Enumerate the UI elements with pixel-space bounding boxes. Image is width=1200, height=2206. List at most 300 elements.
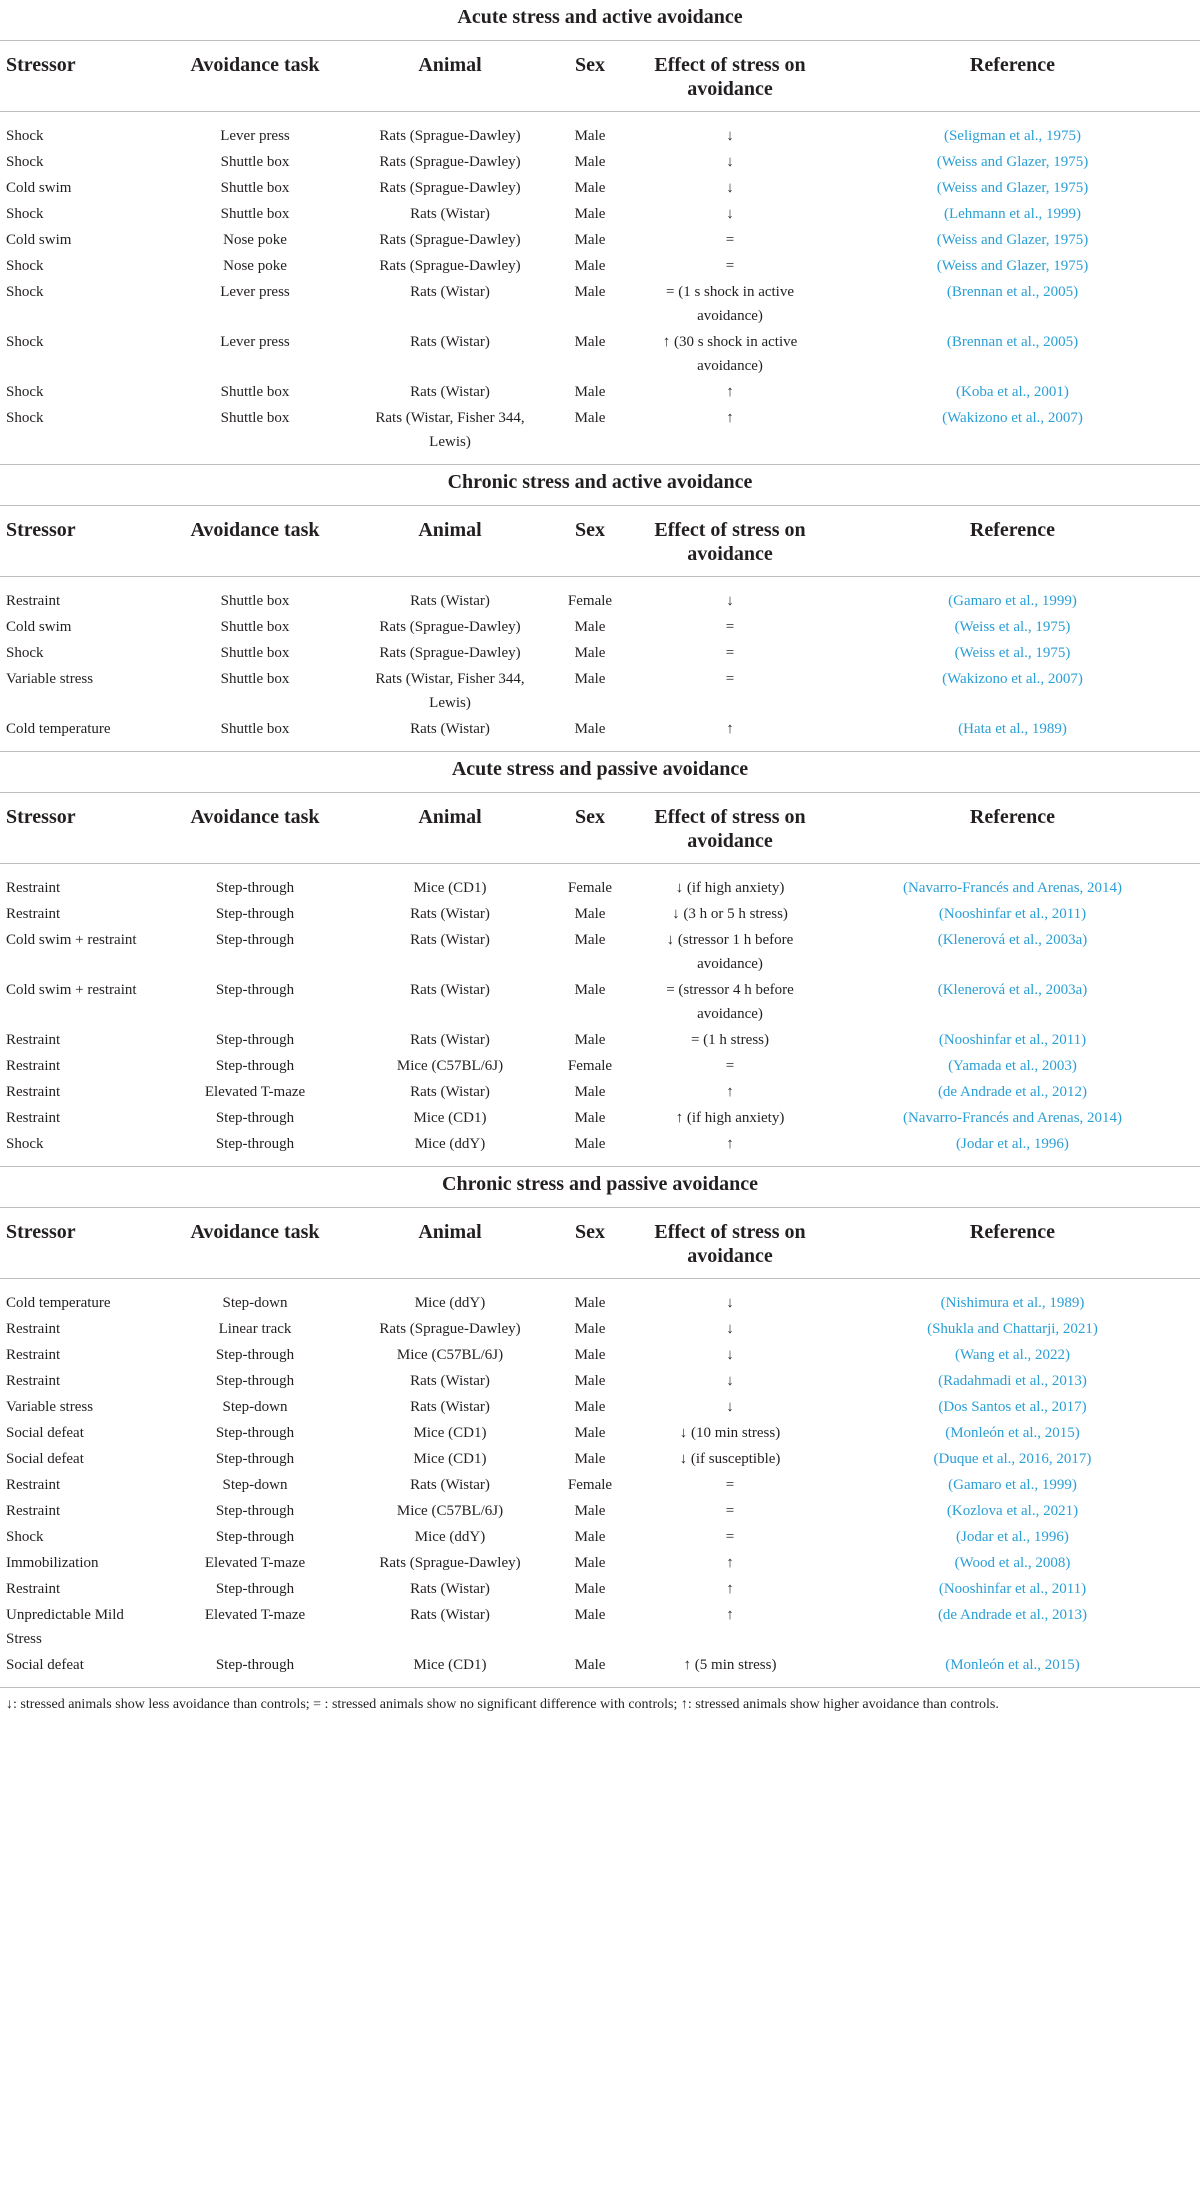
cell-sex: Male [574,232,606,248]
cell-reference[interactable] [825,1027,1200,1053]
cell-animal: Rats (Wistar) [410,1373,490,1389]
table-row [0,279,1200,329]
cell-effect: ↓ [726,1295,734,1311]
cell-stressor: Social defeat [6,1425,84,1441]
cell-reference[interactable] [825,1316,1200,1342]
column-header-animal: Animal [355,1208,545,1279]
cell-sex: Male [574,1451,606,1467]
column-header-effect: Effect of stress on avoidance [635,793,825,864]
reference-link[interactable]: (Wakizono et al., 2007) [942,410,1083,426]
section-table [0,41,1200,465]
cell-reference[interactable] [825,1420,1200,1446]
cell-reference[interactable] [825,1472,1200,1498]
reference-link[interactable]: (Wang et al., 2022) [954,1347,1070,1363]
cell-avoidance-task: Nose poke [223,258,287,274]
cell-reference[interactable] [825,1053,1200,1079]
section-title: Chronic stress and passive avoidance [0,1167,1200,1208]
cell-effect: ↓ [726,180,734,196]
cell-stressor: Cold swim [6,232,72,248]
table-row [0,1576,1200,1602]
cell-stressor: Shock [6,1529,44,1545]
cell-reference[interactable] [825,405,1200,465]
cell-effect: ↓ (stressor 1 h before avoidance) [666,932,794,972]
cell-reference[interactable] [825,1652,1200,1688]
cell-effect: = [725,232,735,248]
cell-animal: Rats (Wistar) [410,1399,490,1415]
cell-avoidance-task: Shuttle box [220,619,290,635]
cell-stressor: Cold temperature [0,716,155,752]
cell-stressor: Shock [0,405,155,465]
cell-effect: ↓ [726,128,734,144]
column-header-avoidance-task: Avoidance task [155,506,355,577]
cell-reference[interactable] [825,227,1200,253]
reference-link[interactable]: (Nishimura et al., 1989) [940,1295,1085,1311]
cell-stressor: Social defeat [6,1451,84,1467]
cell-reference[interactable] [825,1524,1200,1550]
table-row [0,640,1200,666]
cell-effect: ↑ [635,405,825,465]
column-header-animal: Animal [355,506,545,577]
column-header-animal: Animal [355,41,545,112]
cell-effect: ↓ [726,1373,734,1389]
cell-reference[interactable] [825,1550,1200,1576]
table-row [0,405,1200,465]
cell-stressor: Restraint [6,1373,61,1389]
table-row [0,149,1200,175]
cell-effect: ↑ [726,1084,734,1100]
reference-link[interactable]: (Jodar et al., 1996) [956,1136,1069,1152]
cell-effect: = [725,1503,735,1519]
cell-avoidance-task: Shuttle box [220,154,290,170]
reference-link[interactable]: (Weiss and Glazer, 1975) [936,180,1089,196]
reference-link[interactable]: (Wakizono et al., 2007) [942,671,1083,687]
cell-sex: Male [574,206,606,222]
cell-avoidance-task: Shuttle box [220,180,290,196]
reference-link[interactable]: (Monleón et al., 2015) [945,1425,1080,1441]
reference-link[interactable]: (Brennan et al., 2005) [946,284,1079,300]
cell-sex: Male [545,716,635,752]
section-title: Acute stress and active avoidance [0,0,1200,41]
cell-effect: ↑ [726,1607,734,1623]
cell-avoidance-task: Shuttle box [220,206,290,222]
cell-avoidance-task: Shuttle box [155,405,355,465]
table-row [0,1053,1200,1079]
reference-link[interactable]: (Nooshinfar et al., 2011) [938,1032,1087,1048]
section-table [0,506,1200,752]
cell-animal: Rats (Sprague-Dawley) [379,128,521,144]
cell-animal: Rats (Wistar) [410,284,490,300]
cell-animal: Rats (Wistar, Fisher 344, Lewis) [375,671,525,711]
cell-animal: Rats (Wistar) [355,716,545,752]
cell-reference[interactable] [825,253,1200,279]
table-row [0,1105,1200,1131]
cell-animal: Mice (CD1) [355,1652,545,1688]
column-header-effect: Effect of stress on avoidance [635,506,825,577]
cell-reference[interactable] [825,1576,1200,1602]
cell-sex: Male [574,284,606,300]
reference-link[interactable]: (Jodar et al., 1996) [956,1529,1069,1545]
cell-effect: ↓ (3 h or 5 h stress) [672,906,788,922]
table-row [0,614,1200,640]
cell-sex: Male [545,405,635,465]
cell-effect: ↓ [726,1347,734,1363]
reference-link[interactable]: (Brennan et al., 2005) [946,334,1079,350]
cell-stressor: Restraint [6,1347,61,1363]
table-row [0,1368,1200,1394]
cell-sex: Male [574,1321,606,1337]
cell-reference[interactable] [825,201,1200,227]
table-row [0,201,1200,227]
cell-avoidance-task: Shuttle box [220,671,290,687]
reference-link[interactable]: (Monleón et al., 2015) [945,1657,1080,1673]
cell-animal: Rats (Sprague-Dawley) [379,154,521,170]
reference-link[interactable]: (de Andrade et al., 2012) [937,1084,1088,1100]
cell-avoidance-task: Shuttle box [155,716,355,752]
cell-effect: = [725,1529,735,1545]
column-header-animal: Animal [355,793,545,864]
cell-sex: Male [574,1555,606,1571]
cell-reference[interactable] [825,279,1200,329]
cell-stressor: Cold swim + restraint [6,932,137,948]
cell-avoidance-task: Elevated T-maze [204,1607,306,1623]
reference-link[interactable]: (Navarro-Francés and Arenas, 2014) [902,880,1123,896]
cell-stressor: Restraint [6,906,61,922]
reference-link[interactable]: (Weiss and Glazer, 1975) [936,258,1089,274]
cell-sex: Male [574,384,606,400]
reference-link[interactable]: (Weiss et al., 1975) [954,619,1071,635]
reference-link[interactable]: (Duque et al., 2016, 2017) [933,1451,1092,1467]
cell-animal: Rats (Sprague-Dawley) [379,1555,521,1571]
cell-animal: Rats (Wistar) [410,982,490,998]
cell-avoidance-task: Step-through [215,1347,295,1363]
cell-effect: = [725,258,735,274]
cell-avoidance-task: Shuttle box [220,384,290,400]
cell-avoidance-task: Step-through [215,880,295,896]
cell-stressor: Social defeat [0,1652,155,1688]
reference-link[interactable]: (Hata et al., 1989) [958,721,1067,737]
cell-effect: ↑ [635,1131,825,1167]
cell-sex: Male [574,1607,606,1623]
reference-link[interactable]: (Klenerová et al., 2003a) [937,932,1088,948]
cell-reference[interactable] [825,927,1200,977]
table-row [0,716,1200,752]
table-row [0,1550,1200,1576]
table-row [0,329,1200,379]
cell-stressor: Restraint [6,1477,61,1493]
cell-stressor: Shock [6,154,44,170]
cell-effect: = [725,645,735,661]
cell-stressor: Restraint [6,1084,61,1100]
cell-avoidance-task: Step-down [222,1477,288,1493]
cell-reference[interactable] [825,1279,1200,1317]
cell-effect: = [725,671,735,687]
cell-sex: Female [567,880,613,896]
cell-reference[interactable] [825,1131,1200,1167]
cell-animal: Mice (CD1) [413,880,487,896]
cell-reference[interactable] [825,1342,1200,1368]
cell-stressor: Restraint [6,1581,61,1597]
reference-link[interactable]: (Kozlova et al., 2021) [946,1503,1079,1519]
cell-sex: Male [574,671,606,687]
column-header-reference: Reference [825,506,1200,577]
table-row [0,1472,1200,1498]
cell-avoidance-task: Shuttle box [220,593,290,609]
reference-link[interactable]: (Lehmann et al., 1999) [943,206,1082,222]
cell-sex: Male [545,1652,635,1688]
cell-animal: Rats (Wistar) [410,1607,490,1623]
column-header-avoidance-task: Avoidance task [155,41,355,112]
cell-animal: Mice (C57BL/6J) [396,1347,504,1363]
table-row [0,977,1200,1027]
cell-reference[interactable] [825,577,1200,615]
cell-stressor: Shock [6,128,44,144]
cell-avoidance-task: Nose poke [223,232,287,248]
column-header-sex: Sex [545,41,635,112]
table-row [0,253,1200,279]
cell-reference[interactable] [825,1602,1200,1652]
cell-stressor: Shock [6,384,44,400]
cell-animal: Rats (Sprague-Dawley) [379,1321,521,1337]
reference-link[interactable]: (Nooshinfar et al., 2011) [938,1581,1087,1597]
section-table [0,793,1200,1167]
cell-sex: Male [574,128,606,144]
cell-avoidance-task: Step-through [215,1425,295,1441]
cell-reference[interactable] [825,666,1200,716]
table-row [0,927,1200,977]
cell-effect: ↑ [726,1555,734,1571]
cell-reference[interactable] [825,329,1200,379]
cell-sex: Male [574,982,606,998]
cell-stressor: Shock [0,1131,155,1167]
cell-effect: ↑ (5 min stress) [635,1652,825,1688]
table-row [0,577,1200,615]
cell-animal: Mice (CD1) [413,1110,487,1126]
cell-effect: = (stressor 4 h before avoidance) [666,982,794,1022]
cell-effect: ↓ [726,593,734,609]
column-header-stressor: Stressor [0,41,155,112]
column-header-reference: Reference [825,1208,1200,1279]
cell-reference[interactable] [825,1446,1200,1472]
reference-link[interactable]: (Gamaro et al., 1999) [948,1477,1077,1493]
cell-avoidance-task: Shuttle box [220,645,290,661]
table-row [0,666,1200,716]
cell-sex: Male [545,1131,635,1167]
cell-effect: = (1 s shock in active avoidance) [665,284,794,324]
cell-stressor: Restraint [6,1321,61,1337]
cell-sex: Male [574,1110,606,1126]
cell-animal: Rats (Wistar) [410,932,490,948]
cell-animal: Rats (Wistar, Fisher 344, Lewis) [355,405,545,465]
table-row [0,1652,1200,1688]
cell-avoidance-task: Step-through [215,1503,295,1519]
table-row [0,901,1200,927]
cell-reference[interactable] [825,716,1200,752]
cell-stressor: Cold swim [6,180,72,196]
cell-reference[interactable] [825,1368,1200,1394]
cell-reference[interactable] [825,640,1200,666]
cell-reference[interactable] [825,614,1200,640]
column-header-stressor: Stressor [0,506,155,577]
cell-sex: Male [574,1399,606,1415]
cell-animal: Rats (Wistar) [410,906,490,922]
cell-sex: Male [574,1032,606,1048]
column-header-sex: Sex [545,1208,635,1279]
cell-stressor: Restraint [6,593,61,609]
column-header-reference: Reference [825,41,1200,112]
cell-animal: Rats (Sprague-Dawley) [379,232,521,248]
cell-sex: Male [574,1347,606,1363]
cell-avoidance-task: Step-through [215,1110,295,1126]
column-header-stressor: Stressor [0,793,155,864]
reference-link[interactable]: (Dos Santos et al., 2017) [938,1399,1087,1415]
cell-reference[interactable] [825,379,1200,405]
cell-animal: Rats (Wistar) [410,1477,490,1493]
cell-avoidance-task: Step-down [222,1399,288,1415]
cell-sex: Male [574,1373,606,1389]
cell-sex: Male [574,1503,606,1519]
reference-link[interactable]: (Seligman et al., 1975) [943,128,1082,144]
cell-effect: = [725,1477,735,1493]
cell-stressor: Cold swim [6,619,72,635]
cell-animal: Mice (C57BL/6J) [396,1058,504,1074]
cell-stressor: Restraint [6,1110,61,1126]
cell-reference[interactable] [825,112,1200,150]
table-row [0,112,1200,150]
cell-animal: Mice (C57BL/6J) [396,1503,504,1519]
cell-reference[interactable] [825,1079,1200,1105]
cell-avoidance-task: Step-through [155,1652,355,1688]
cell-reference[interactable] [825,1105,1200,1131]
cell-reference[interactable] [825,149,1200,175]
cell-avoidance-task: Step-through [215,1032,295,1048]
cell-stressor: Restraint [6,880,61,896]
cell-sex: Female [567,593,613,609]
cell-effect: ↓ [726,1321,734,1337]
cell-stressor: Immobilization [6,1555,99,1571]
cell-reference[interactable] [825,977,1200,1027]
section-title: Chronic stress and active avoidance [0,465,1200,506]
column-header-avoidance-task: Avoidance task [155,1208,355,1279]
cell-reference[interactable] [825,864,1200,902]
cell-effect: ↓ (if susceptible) [679,1451,781,1467]
cell-effect: ↑ (30 s shock in active avoidance) [662,334,798,374]
table-row [0,1602,1200,1652]
section-table [0,1208,1200,1688]
reference-link[interactable]: (Yamada et al., 2003) [948,1058,1077,1074]
cell-avoidance-task: Lever press [220,284,290,300]
cell-sex: Male [574,1425,606,1441]
cell-sex: Male [574,932,606,948]
header-row [0,506,1200,577]
cell-animal: Mice (ddY) [355,1131,545,1167]
column-header-effect: Effect of stress on avoidance [635,41,825,112]
section-title: Acute stress and passive avoidance [0,752,1200,793]
cell-sex: Male [574,154,606,170]
cell-reference[interactable] [825,175,1200,201]
cell-sex: Female [567,1058,613,1074]
table-footnote: ↓: stressed animals show less avoidance than controls; = : stressed animals show no significant difference with controls; ↑: stressed animals show higher avoidance than controls. [6,1697,999,1712]
cell-animal: Mice (ddY) [414,1529,486,1545]
cell-avoidance-task: Elevated T-maze [204,1555,306,1571]
cell-effect: = [725,619,735,635]
cell-animal: Mice (CD1) [413,1425,487,1441]
header-row [0,1208,1200,1279]
cell-animal: Rats (Wistar) [410,334,490,350]
cell-avoidance-task: Lever press [220,334,290,350]
cell-animal: Rats (Wistar) [410,206,490,222]
cell-animal: Rats (Sprague-Dawley) [379,619,521,635]
reference-link[interactable]: (de Andrade et al., 2013) [937,1607,1088,1623]
table-row [0,1446,1200,1472]
cell-sex: Male [574,334,606,350]
cell-stressor: Shock [6,645,44,661]
column-header-reference: Reference [825,793,1200,864]
cell-effect: ↓ [726,154,734,170]
column-header-stressor: Stressor [0,1208,155,1279]
reference-link[interactable]: (Radahmadi et al., 2013) [938,1373,1087,1389]
cell-sex: Female [567,1477,613,1493]
reference-link[interactable]: (Wood et al., 2008) [954,1555,1071,1571]
cell-reference[interactable] [825,1394,1200,1420]
table-row [0,1420,1200,1446]
column-header-effect: Effect of stress on avoidance [635,1208,825,1279]
cell-effect: ↓ (10 min stress) [679,1425,781,1441]
reference-link[interactable]: (Weiss et al., 1975) [954,645,1071,661]
cell-animal: Rats (Wistar) [410,1581,490,1597]
reference-link[interactable]: (Shukla and Chattarji, 2021) [927,1321,1098,1337]
cell-avoidance-task: Step-through [215,906,295,922]
table-row [0,1279,1200,1317]
cell-sex: Male [574,1529,606,1545]
header-row [0,41,1200,112]
table-row [0,1131,1200,1167]
reference-link[interactable]: (Weiss and Glazer, 1975) [936,154,1089,170]
cell-avoidance-task: Step-through [155,1131,355,1167]
cell-effect: ↓ [726,206,734,222]
cell-animal: Rats (Wistar) [410,1032,490,1048]
reference-link[interactable]: (Klenerová et al., 2003a) [937,982,1088,998]
cell-reference[interactable] [825,901,1200,927]
column-header-sex: Sex [545,506,635,577]
table-row [0,1498,1200,1524]
reference-link[interactable]: (Gamaro et al., 1999) [948,593,1077,609]
cell-animal: Rats (Sprague-Dawley) [379,180,521,196]
table-row [0,1342,1200,1368]
cell-animal: Rats (Wistar) [410,384,490,400]
reference-link[interactable]: (Navarro-Francés and Arenas, 2014) [902,1110,1123,1126]
cell-sex: Male [574,1581,606,1597]
cell-effect: ↑ [635,716,825,752]
table-row [0,379,1200,405]
cell-effect: ↑ [726,1581,734,1597]
cell-stressor: Variable stress [6,1399,94,1415]
cell-avoidance-task: Step-through [215,1581,295,1597]
cell-stressor: Cold temperature [6,1295,111,1311]
cell-effect: = (1 h stress) [690,1032,770,1048]
reference-link[interactable]: (Nooshinfar et al., 2011) [938,906,1087,922]
cell-sex: Male [574,180,606,196]
reference-link[interactable]: (Koba et al., 2001) [956,384,1069,400]
cell-reference[interactable] [825,1498,1200,1524]
cell-effect: ↓ [726,1399,734,1415]
table-row [0,864,1200,902]
table-row [0,1394,1200,1420]
cell-sex: Male [574,906,606,922]
table-row [0,175,1200,201]
reference-link[interactable]: (Weiss and Glazer, 1975) [936,232,1089,248]
column-header-avoidance-task: Avoidance task [155,793,355,864]
cell-animal: Rats (Wistar) [410,1084,490,1100]
